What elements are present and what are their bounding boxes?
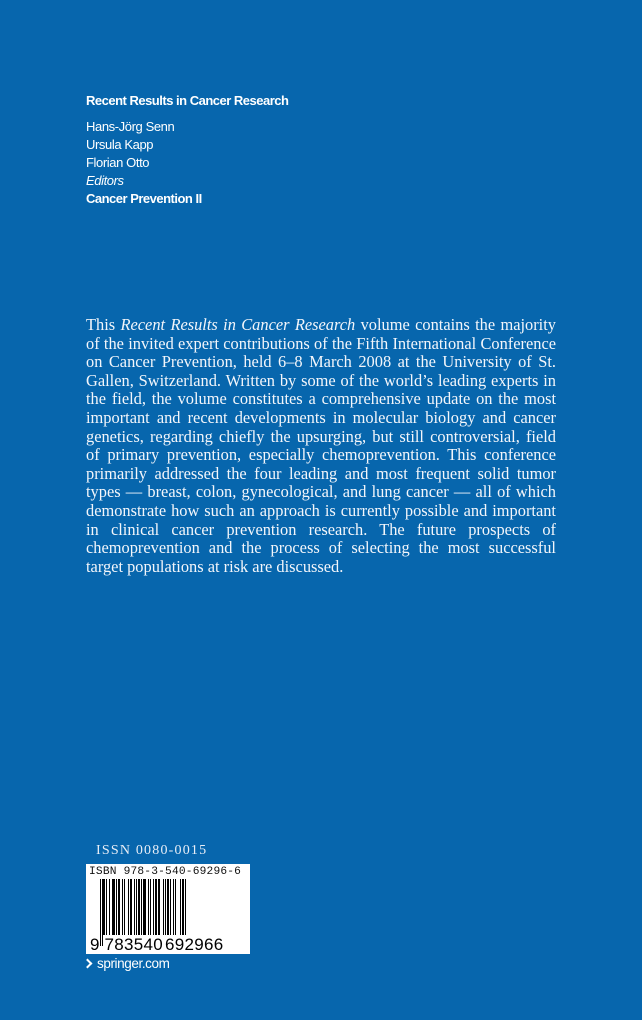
- blurb-intro: This: [86, 315, 121, 334]
- chevron-right-icon: [83, 959, 93, 969]
- issn-number: ISSN 0080-0015: [96, 843, 208, 858]
- editor-name: Hans-Jörg Senn: [86, 119, 175, 134]
- ean-group-2: 692966: [165, 935, 224, 954]
- book-title: Cancer Prevention II: [86, 191, 202, 206]
- ean-first-digit: 9: [90, 935, 100, 954]
- isbn-barcode: [86, 864, 250, 954]
- publisher-link[interactable]: [84, 956, 169, 971]
- cover-header: [86, 92, 288, 208]
- barcode-bars: [100, 879, 234, 939]
- publisher-website[interactable]: springer.com: [97, 956, 170, 971]
- editors-label: Editors: [86, 173, 124, 188]
- editor-name: Ursula Kapp: [86, 137, 154, 152]
- blurb-series-name: Recent Results in Cancer Research: [120, 315, 356, 334]
- series-title: Recent Results in Cancer Research: [86, 93, 289, 108]
- ean-digits: [90, 936, 225, 954]
- isbn-label: ISBN 978-3-540-69296-6: [89, 866, 242, 878]
- book-description: [86, 316, 556, 576]
- blurb-body: volume contains the majority of the invited expert contributions of the Fifth International Conference on Cancer Prevention, held 6–8 March 2008 at the University of St. Gallen, Switzerland. Written by some of the world’s leading experts in the field, the volume constitutes a comprehensive update on the most important and recent developments in molecular biology and cancer genetics, regarding chiefly the upsurging, but still controversial, field of primary prevention, especially chemoprevention. This conference primarily addressed the four leading and most frequent solid tumor types — breast, colon, gynecological, and lung cancer — all of which demonstrate how such an approach is currently possible and important in clinical cancer prevention research. The future prospects of chemoprevention and the process of selecting the most successful target populations at risk are discussed.: [86, 315, 556, 576]
- editor-name: Florian Otto: [86, 155, 150, 170]
- ean-group-1: 783540: [104, 935, 163, 954]
